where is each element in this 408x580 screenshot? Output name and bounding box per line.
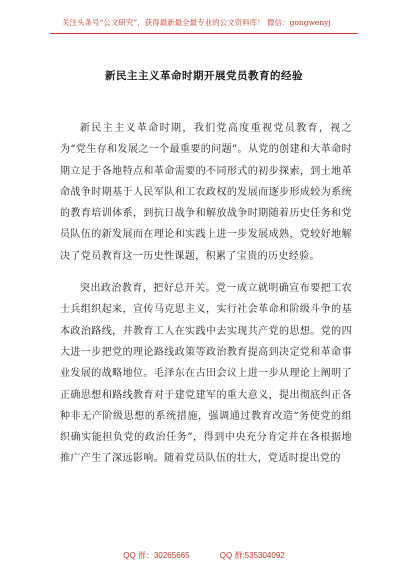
footer [0, 550, 408, 561]
footer-qq-group-1: QQ 群：30265665 [123, 551, 190, 560]
paragraph: 新民主主义革命时期，我们党高度重视党员教育，视之为“党生存和发展之一个最重要的问题”。从党的创建和大革命时期立足于各地特点和革命需要的不同形式的初步探索，到土地革命战争时期基于人民军队和工农政权的发展而逐步形成较为系统的教育培训体系，到抗日战争和解放战争时期随着历史任务和党员队伍的新发展而在理论和实践上进一步发展成熟，党较好地解决了党员教育这一历史性课题，积累了宝贵的历史经验。 [60, 123, 352, 262]
footer-qq-group-2: QQ 群:535304092 [219, 551, 285, 560]
paragraph: 突出政治教育，把好总开关。党一成立就明确宣布要把工农士兵组织起来，宣传马克思主义，实行社会革命和阶级斗争的基本政治路线，并教育工人在实践中去实现共产党的思想。党的四大进一步把党的理论路线政策等政治教育提高到决定党和革命事业发展的战略地位。毛泽东在古田会议上进一步从理论上阐明了正确思想和路线教育对于建党建军的重大意义，提出彻底纠正各种非无产阶级思想的系统措施，强调通过教育改造“务使党的组织确实能担负党的政治任务”，得到中央充分肯定并在各根据地推广产生了深远影响。随着党员队伍的壮大，党适时提出党的 [60, 283, 352, 465]
document-title: 新民主主义革命时期开展党员教育的经验 [105, 70, 303, 82]
document-body [60, 118, 352, 481]
header-divider [50, 33, 358, 34]
header-banner: 关注头条号“公文研究”，获得最新最全最专业的公文资料库！ 微信：gongwenyj [62, 18, 331, 27]
